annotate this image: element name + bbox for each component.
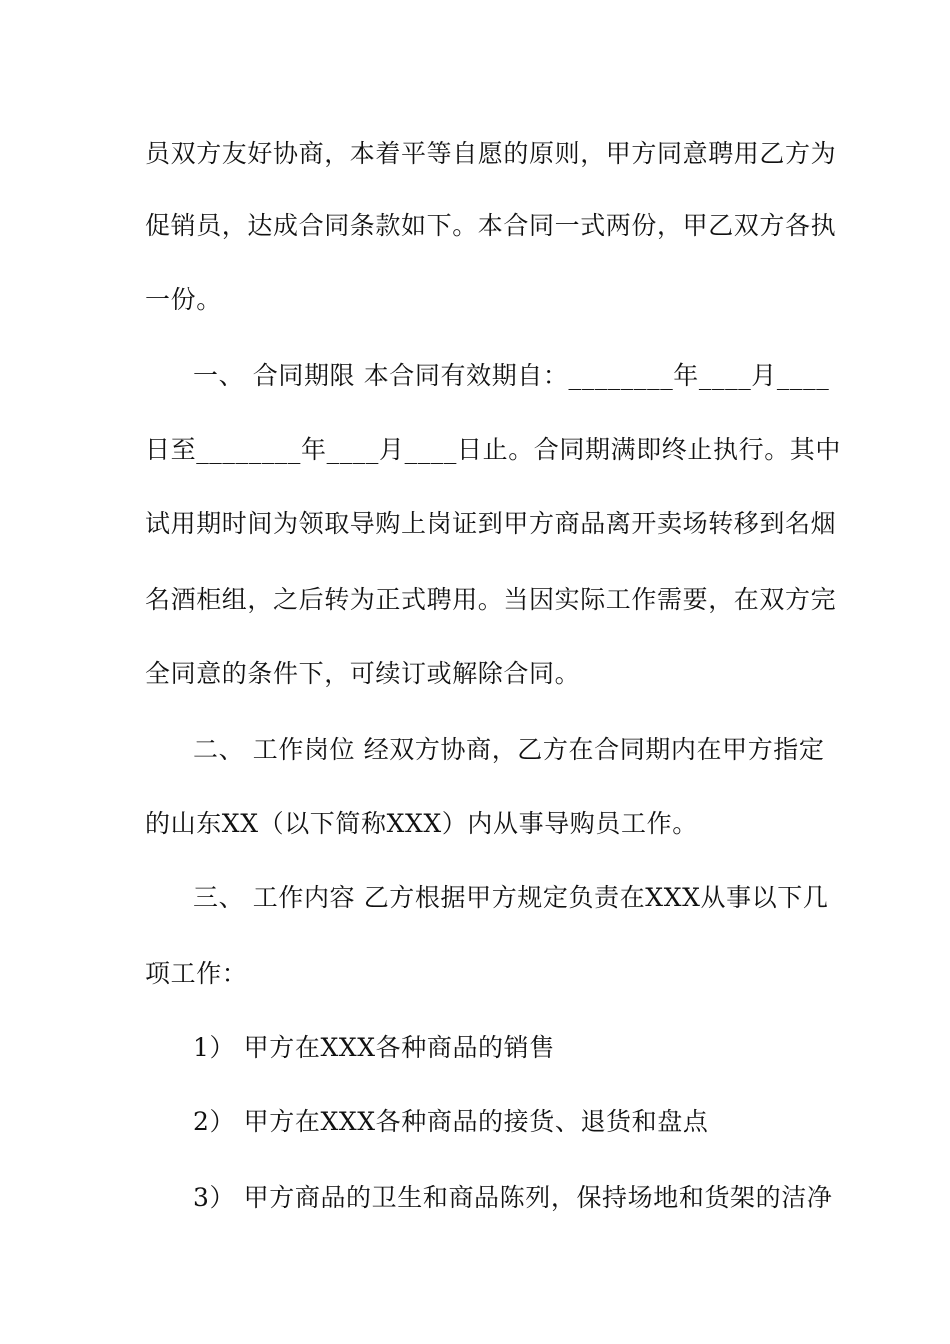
- paragraph-intro-line-1: 员双方友好协商，本着平等自愿的原则，甲方同意聘用乙方为: [145, 139, 837, 168]
- section-3-heading-line: 三、 工作内容 乙方根据甲方规定负责在XXX从事以下几: [193, 883, 829, 912]
- section-1-line-4: 名酒柜组，之后转为正式聘用。当因实际工作需要，在双方完: [145, 585, 837, 614]
- list-item-2: 2） 甲方在XXX各种商品的接货、退货和盘点: [193, 1107, 709, 1136]
- list-item-1: 1） 甲方在XXX各种商品的销售: [193, 1033, 555, 1062]
- list-item-3: 3） 甲方商品的卫生和商品陈列，保持场地和货架的洁净: [193, 1183, 833, 1212]
- paragraph-intro-line-2: 促销员，达成合同条款如下。本合同一式两份，甲乙双方各执: [145, 211, 837, 240]
- section-1-line-3: 试用期时间为领取导购上岗证到甲方商品离开卖场转移到名烟: [145, 509, 837, 538]
- paragraph-intro-line-3: 一份。: [145, 285, 222, 314]
- section-1-line-2: 日至________年____月____日止。合同期满即终止执行。其中: [145, 435, 842, 464]
- section-1-heading-line: 一、 合同期限 本合同有效期自：________年____月____: [193, 361, 830, 390]
- section-3-line-2: 项工作：: [145, 959, 248, 988]
- section-2-heading-line: 二、 工作岗位 经双方协商，乙方在合同期内在甲方指定: [193, 735, 825, 764]
- section-2-line-2: 的山东XX（以下简称XXX）内从事导购员工作。: [145, 809, 698, 838]
- section-1-line-5: 全同意的条件下，可续订或解除合同。: [145, 659, 581, 688]
